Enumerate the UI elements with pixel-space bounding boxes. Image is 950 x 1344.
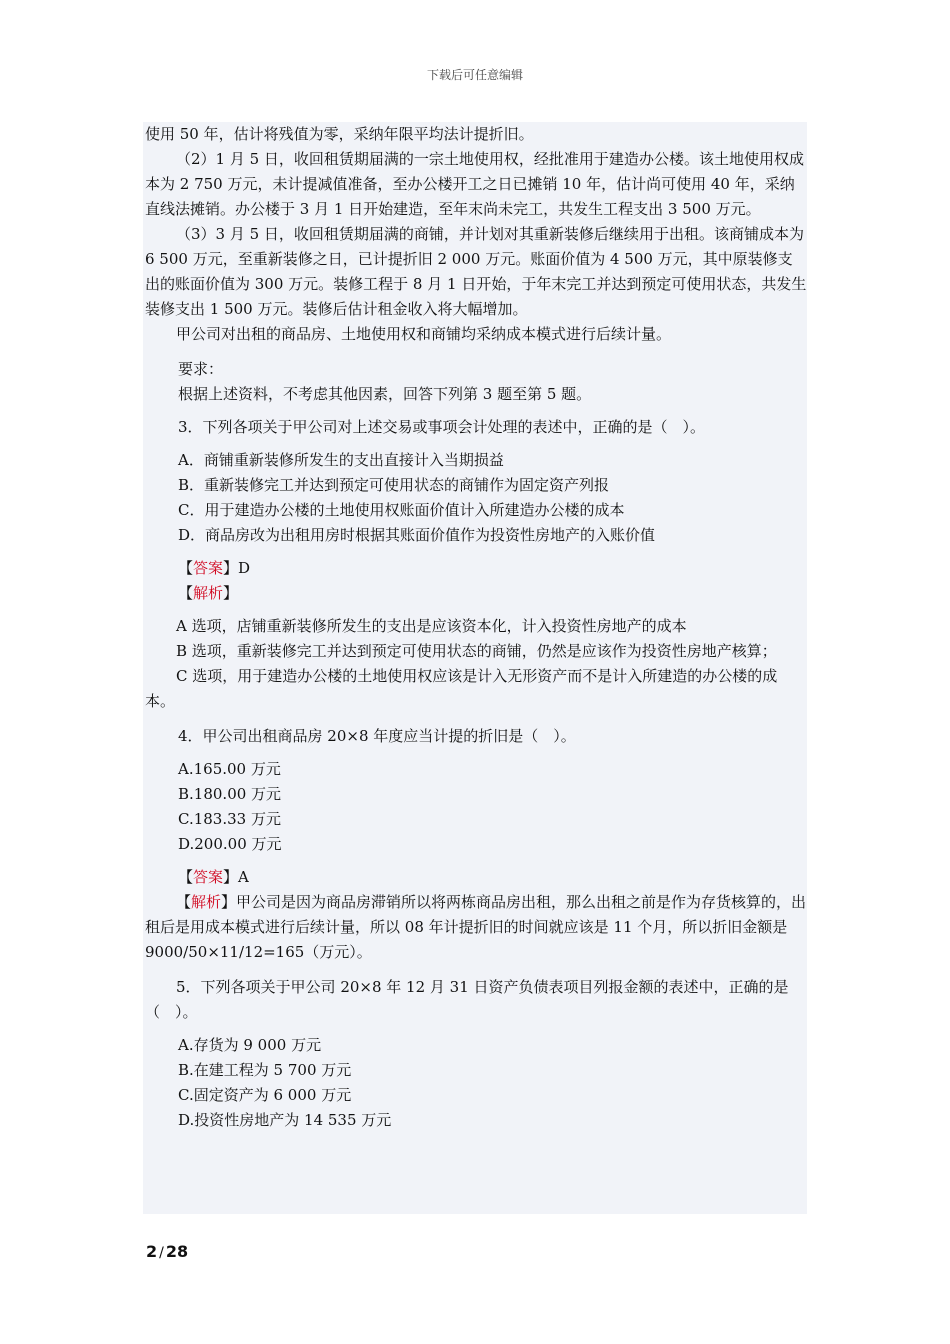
analysis-3 — [145, 614, 807, 714]
analysis-3-label: 【解析】 — [178, 584, 239, 602]
analysis-4: 【解析】甲公司是因为商品房滞销所以将两栋商品房出租，那么出租之前是作为存货核算的，出租后是用成本模式进行后续计量，所以 08 年计提折旧的时间就应该是 11 个月，所以折旧金额是 9000/50×11/12=165（万元）。 — [145, 893, 807, 961]
answer-value: A — [238, 868, 249, 886]
page-separator: / — [159, 1245, 164, 1261]
page-number — [146, 1242, 188, 1261]
paragraph-item-3: （3）3 月 5 日，收回租赁期届满的商铺，并计划对其重新装修后继续用于出租。该商铺成本为 6 500 万元，至重新装修之日，已计提折旧 2 000 万元。账面价值为 4 500 万元，其中原装修支出的账面价值为 300 万元。装修工程于 8 月 1 日开始，于年末完工并达到预定可使用状态，共发生装修支出 1 500 万元。装修后估计租金收入将大幅增加。 — [145, 225, 807, 318]
option-c: C.183.33 万元 — [178, 810, 281, 828]
option-b: B．重新装修完工并达到预定可使用状态的商铺作为固定资产列报 — [178, 476, 610, 494]
question-3-options — [145, 448, 807, 548]
analysis-b: B 选项，重新装修完工并达到预定可使用状态的商铺，仍然是应该作为投资性房地产核算； — [176, 642, 777, 660]
analysis-label: 解析 — [191, 893, 222, 911]
analysis-a: A 选项，店铺重新装修所发生的支出是应该资本化，计入投资性房地产的成本 — [176, 617, 687, 635]
analysis-text: 甲公司是因为商品房滞销所以将两栋商品房出租，那么出租之前是作为存货核算的，出租后是用成本模式进行后续计量，所以 08 年计提折旧的时间就应该是 11 个月，所以折旧金额是 9000/50×11/12=165（万元）。 — [145, 893, 807, 961]
option-a: A.存货为 9 000 万元 — [178, 1036, 322, 1054]
option-c: C．用于建造办公楼的土地使用权账面价值计入所建造办公楼的成本 — [178, 501, 625, 519]
paragraph-measurement: 甲公司对出租的商品房、土地使用权和商铺均采纳成本模式进行后续计量。 — [176, 325, 672, 343]
option-a: A.165.00 万元 — [178, 760, 281, 778]
paragraph-continuation: 使用 50 年，估计将残值为零，采纳年限平均法计提折旧。 — [145, 125, 534, 143]
answer-4: 【答案】A — [178, 868, 249, 886]
document-body — [143, 122, 807, 1214]
analysis-c: C 选项，用于建造办公楼的土地使用权应该是计入无形资产而不是计入所建造的办公楼的成本。 — [145, 667, 778, 710]
question-5-options — [145, 1033, 807, 1133]
requirement-label: 要求： — [178, 360, 224, 378]
option-d: D．商品房改为出租用房时根据其账面价值作为投资性房地产的入账价值 — [178, 526, 656, 544]
question-4-options — [145, 757, 807, 857]
requirement-text: 根据上述资料，不考虑其他因素，回答下列第 3 题至第 5 题。 — [178, 385, 592, 403]
answer-3: 【答案】D — [178, 559, 251, 577]
option-c: C.固定资产为 6 000 万元 — [178, 1086, 352, 1104]
paragraph-item-2: （2）1 月 5 日，收回租赁期届满的一宗土地使用权，经批准用于建造办公楼。该土地使用权成本为 2 750 万元，未计提减值准备，至办公楼开工之日已摊销 10 年，估计尚可使用 40 年，采纳直线法摊销。办公楼于 3 月 1 日开始建造，至年末尚未完工，共发生工程支出 3 500 万元。 — [145, 150, 804, 218]
option-a: A．商铺重新装修所发生的支出直接计入当期损益 — [178, 451, 504, 469]
option-b: B.180.00 万元 — [178, 785, 282, 803]
option-d: D.200.00 万元 — [178, 835, 282, 853]
answer-label: 答案 — [193, 559, 224, 577]
question-4: 4．甲公司出租商品房 20×8 年度应当计提的折旧是（ ）。 — [178, 727, 576, 745]
page-total: 28 — [165, 1242, 189, 1261]
analysis-label: 解析 — [193, 584, 224, 602]
option-d: D.投资性房地产为 14 535 万元 — [178, 1111, 392, 1129]
page-current: 2 — [146, 1242, 158, 1261]
question-3: 3．下列各项关于甲公司对上述交易或事项会计处理的表述中，正确的是（ ）。 — [178, 418, 706, 436]
answer-value: D — [238, 559, 251, 577]
option-b: B.在建工程为 5 700 万元 — [178, 1061, 352, 1079]
answer-label: 答案 — [193, 868, 224, 886]
question-5: 5．下列各项关于甲公司 20×8 年 12 月 31 日资产负债表项目列报金额的表述中，正确的是（ ）。 — [145, 978, 789, 1021]
page-header: 下载后可任意编辑 — [426, 68, 523, 82]
